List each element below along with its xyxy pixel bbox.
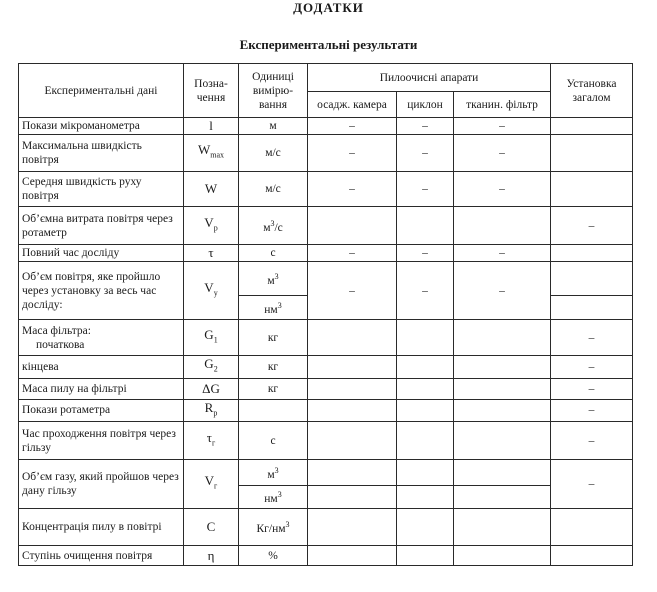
- row-symbol: $W_{max}$: [184, 135, 239, 172]
- row-unit: $Кг/нм^3$: [239, 509, 308, 546]
- table-row: [19, 172, 633, 207]
- table-row: [19, 356, 633, 379]
- cell-filter: [454, 486, 551, 509]
- cell-filter: –: [454, 135, 551, 172]
- row-symbol: $R_р$: [184, 399, 239, 422]
- row-unit: с: [239, 245, 308, 262]
- table-row: [19, 509, 633, 546]
- table-row: [19, 245, 633, 262]
- cell-cyclone: [397, 378, 454, 399]
- row-symbol: $V_г$: [184, 460, 239, 509]
- row-unit-secondary: $нм^3$: [239, 296, 308, 320]
- cell-total: [551, 245, 633, 262]
- cell-filter: [454, 546, 551, 566]
- header-unit: Одиниці вимірю-вання: [239, 64, 308, 118]
- cell-cyclone: [397, 460, 454, 486]
- header-dust-collectors: Пилоочисні апарати: [308, 64, 551, 92]
- table-row: [19, 135, 633, 172]
- cell-total: [551, 262, 633, 296]
- cell-total: [551, 172, 633, 207]
- cell-cyclone: [397, 320, 454, 356]
- cell-chamber: [308, 399, 397, 422]
- row-unit: %: [239, 546, 308, 566]
- cell-chamber: –: [308, 118, 397, 135]
- cell-total: [551, 546, 633, 566]
- table-row: [19, 207, 633, 245]
- table-row: [19, 546, 633, 566]
- row-label: Час проходження повітря через гільзу: [19, 422, 184, 460]
- row-unit: м/с: [239, 172, 308, 207]
- row-label: Маса пилу на фільтрі: [19, 378, 184, 399]
- row-unit: $м^3$: [239, 460, 308, 486]
- row-symbol: $\tau_г$: [184, 422, 239, 460]
- row-label: Максимальна швидкість повітря: [19, 135, 184, 172]
- header-symbol: Позна-чення: [184, 64, 239, 118]
- header-experimental-data: Експериментальні дані: [19, 64, 184, 118]
- cell-filter: [454, 422, 551, 460]
- cell-cyclone: [397, 546, 454, 566]
- cell-chamber: [308, 509, 397, 546]
- cell-total: –: [551, 356, 633, 379]
- cell-chamber: –: [308, 245, 397, 262]
- cell-cyclone: [397, 207, 454, 245]
- cell-total: –: [551, 320, 633, 356]
- row-label: Ступінь очищення повітря: [19, 546, 184, 566]
- row-symbol: η: [184, 546, 239, 566]
- table-row: [19, 118, 633, 135]
- cell-chamber: [308, 207, 397, 245]
- cell-total: [551, 135, 633, 172]
- row-symbol: $G_2$: [184, 356, 239, 379]
- row-symbol: τ: [184, 245, 239, 262]
- table-row: [19, 422, 633, 460]
- cell-chamber: [308, 546, 397, 566]
- cell-chamber: –: [308, 262, 397, 320]
- row-label: Об’єм повітря, яке пройшло через установку за весь час досліду:: [19, 262, 184, 320]
- cell-total: [551, 296, 633, 320]
- cell-filter: –: [454, 118, 551, 135]
- row-label: Маса фільтра: початкова: [19, 320, 184, 356]
- cell-chamber: [308, 486, 397, 509]
- cell-cyclone: [397, 509, 454, 546]
- cell-filter: [454, 378, 551, 399]
- cell-cyclone: –: [397, 135, 454, 172]
- cell-total: [551, 509, 633, 546]
- row-unit-secondary: $нм^3$: [239, 486, 308, 509]
- cell-chamber: [308, 356, 397, 379]
- cell-cyclone: [397, 422, 454, 460]
- cell-chamber: [308, 320, 397, 356]
- row-symbol: $V_р$: [184, 207, 239, 245]
- table-row: [19, 399, 633, 422]
- row-label: Середня швидкість руху повітря: [19, 172, 184, 207]
- row-unit: кг: [239, 378, 308, 399]
- row-symbol: W: [184, 172, 239, 207]
- page-heading: ДОДАТКИ: [293, 0, 364, 15]
- cell-chamber: –: [308, 135, 397, 172]
- row-unit: м/с: [239, 135, 308, 172]
- cell-chamber: [308, 422, 397, 460]
- cell-total: –: [551, 399, 633, 422]
- cell-total: –: [551, 460, 633, 509]
- row-symbol: ΔG: [184, 378, 239, 399]
- cell-cyclone: –: [397, 118, 454, 135]
- cell-filter: [454, 399, 551, 422]
- cell-cyclone: [397, 486, 454, 509]
- header-total: Установка загалом: [551, 64, 633, 118]
- row-label: Повний час досліду: [19, 245, 184, 262]
- row-symbol: C: [184, 509, 239, 546]
- row-unit: кг: [239, 356, 308, 379]
- cell-cyclone: –: [397, 262, 454, 320]
- row-unit: [239, 399, 308, 422]
- cell-filter: –: [454, 245, 551, 262]
- row-label: кінцева: [19, 356, 184, 379]
- header-settling-chamber: осадж. камера: [308, 92, 397, 118]
- results-table: [18, 63, 633, 566]
- row-symbol: $G_1$: [184, 320, 239, 356]
- cell-total: –: [551, 207, 633, 245]
- row-unit: с: [239, 422, 308, 460]
- cell-total: [551, 118, 633, 135]
- cell-total: –: [551, 422, 633, 460]
- cell-chamber: [308, 460, 397, 486]
- table-row: [19, 460, 633, 486]
- cell-filter: –: [454, 262, 551, 320]
- cell-filter: [454, 509, 551, 546]
- row-symbol: l: [184, 118, 239, 135]
- cell-cyclone: [397, 356, 454, 379]
- row-label: Концентрація пилу в повітрі: [19, 509, 184, 546]
- cell-total: –: [551, 378, 633, 399]
- row-label: Об’ємна витрата повітря через ротаметр: [19, 207, 184, 245]
- row-unit: м: [239, 118, 308, 135]
- cell-cyclone: –: [397, 172, 454, 207]
- table-row: [19, 378, 633, 399]
- row-label: Покази ротаметра: [19, 399, 184, 422]
- cell-filter: [454, 460, 551, 486]
- cell-filter: –: [454, 172, 551, 207]
- header-fabric-filter: тканин. фільтр: [454, 92, 551, 118]
- cell-filter: [454, 320, 551, 356]
- row-label: Покази мікроманометра: [19, 118, 184, 135]
- cell-chamber: –: [308, 172, 397, 207]
- cell-filter: [454, 356, 551, 379]
- cell-filter: [454, 207, 551, 245]
- table-row: [19, 262, 633, 296]
- row-unit: кг: [239, 320, 308, 356]
- row-unit: $м^3/с$: [239, 207, 308, 245]
- row-symbol: $V_у$: [184, 262, 239, 320]
- table-title: Експериментальні результати: [239, 37, 418, 52]
- row-label: Об’єм газу, який пройшов через дану гільзу: [19, 460, 184, 509]
- cell-chamber: [308, 378, 397, 399]
- row-unit: $м^3$: [239, 262, 308, 296]
- header-cyclone: циклон: [397, 92, 454, 118]
- table-row: [19, 320, 633, 356]
- cell-cyclone: –: [397, 245, 454, 262]
- cell-cyclone: [397, 399, 454, 422]
